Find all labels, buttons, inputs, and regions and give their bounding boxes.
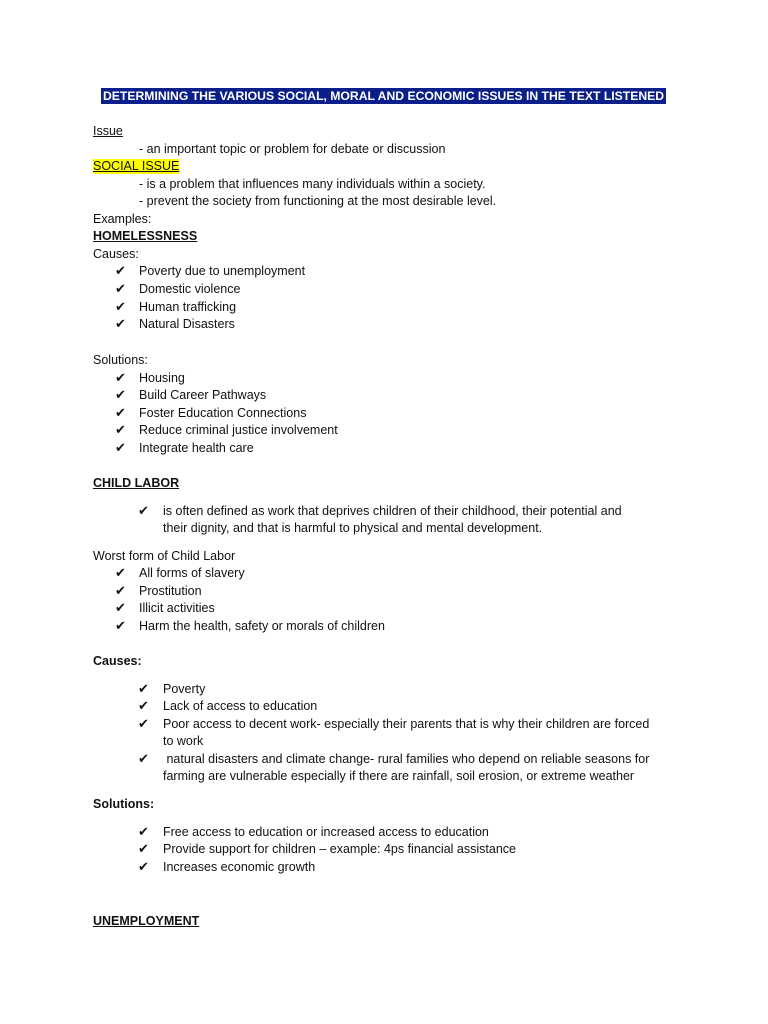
child-labor-solution: Increases economic growth <box>163 860 316 874</box>
child-labor-solutions-label: Solutions: <box>93 797 155 811</box>
check-icon: ✔ <box>138 717 149 732</box>
child-labor-definition-line-2: their dignity, and that is harmful to physical and mental development. <box>163 521 543 535</box>
check-icon: ✔ <box>115 388 126 403</box>
check-icon: ✔ <box>115 317 126 332</box>
child-labor-cause: Lack of access to education <box>163 699 318 713</box>
check-icon: ✔ <box>138 752 149 767</box>
check-icon: ✔ <box>138 825 149 840</box>
check-icon: ✔ <box>138 682 149 697</box>
worst-form-item: All forms of slavery <box>139 566 245 580</box>
homelessness-cause: Human trafficking <box>139 300 237 314</box>
check-icon: ✔ <box>115 423 126 438</box>
worst-form-item: Harm the health, safety or morals of children <box>139 619 385 633</box>
check-icon: ✔ <box>115 441 126 456</box>
worst-form-item: Illicit activities <box>139 601 215 615</box>
unemployment-heading: UNEMPLOYMENT <box>93 914 200 928</box>
check-icon: ✔ <box>138 699 149 714</box>
child-labor-heading: CHILD LABOR <box>93 476 180 490</box>
homelessness-cause: Poverty due to unemployment <box>139 264 306 278</box>
homelessness-cause: Domestic violence <box>139 282 241 296</box>
check-icon: ✔ <box>115 282 126 297</box>
child-labor-cause: natural disasters and climate change- rural families who depend on reliable seasons for <box>163 752 650 766</box>
check-icon: ✔ <box>138 504 149 519</box>
document-title: DETERMINING THE VARIOUS SOCIAL, MORAL AND ECONOMIC ISSUES IN THE TEXT LISTENED TO: <box>103 89 689 103</box>
check-icon: ✔ <box>115 406 126 421</box>
check-icon: ✔ <box>115 619 126 634</box>
social-issue-definition-1: - is a problem that influences many individuals within a society. <box>139 177 486 191</box>
check-icon: ✔ <box>138 860 149 875</box>
homelessness-causes-label: Causes: <box>93 247 139 261</box>
check-icon: ✔ <box>115 371 126 386</box>
child-labor-cause-continued: farming are vulnerable especially if there are rainfall, soil erosion, or extreme weather <box>163 769 635 783</box>
child-labor-solution: Free access to education or increased access to education <box>163 825 489 839</box>
homelessness-solution: Housing <box>139 371 185 385</box>
check-icon: ✔ <box>138 842 149 857</box>
homelessness-solution: Build Career Pathways <box>139 388 267 402</box>
child-labor-cause: Poverty <box>163 682 206 696</box>
check-icon: ✔ <box>115 264 126 279</box>
homelessness-solution: Integrate health care <box>139 441 254 455</box>
social-issue-heading: SOCIAL ISSUE <box>93 159 180 173</box>
child-labor-cause-continued: to work <box>163 734 204 748</box>
check-icon: ✔ <box>115 584 126 599</box>
homelessness-solution: Foster Education Connections <box>139 406 307 420</box>
child-labor-cause: Poor access to decent work- especially their parents that is why their children are forced <box>163 717 650 731</box>
homelessness-cause: Natural Disasters <box>139 317 235 331</box>
homelessness-heading: HOMELESSNESS <box>93 229 198 243</box>
check-icon: ✔ <box>115 601 126 616</box>
child-labor-definition-line-1: is often defined as work that deprives children of their childhood, their potential and <box>163 504 622 518</box>
check-icon: ✔ <box>115 300 126 315</box>
child-labor-causes-label: Causes: <box>93 654 142 668</box>
homelessness-solutions-label: Solutions: <box>93 353 148 367</box>
child-labor-solution: Provide support for children – example: 4ps financial assistance <box>163 842 516 856</box>
examples-label: Examples: <box>93 212 152 226</box>
worst-forms-label: Worst form of Child Labor <box>93 549 236 563</box>
check-icon: ✔ <box>115 566 126 581</box>
issue-definition: - an important topic or problem for debate or discussion <box>139 142 446 156</box>
homelessness-solution: Reduce criminal justice involvement <box>139 423 338 437</box>
social-issue-definition-2: - prevent the society from functioning at the most desirable level. <box>139 194 497 208</box>
worst-form-item: Prostitution <box>139 584 202 598</box>
issue-heading: Issue <box>93 124 123 138</box>
